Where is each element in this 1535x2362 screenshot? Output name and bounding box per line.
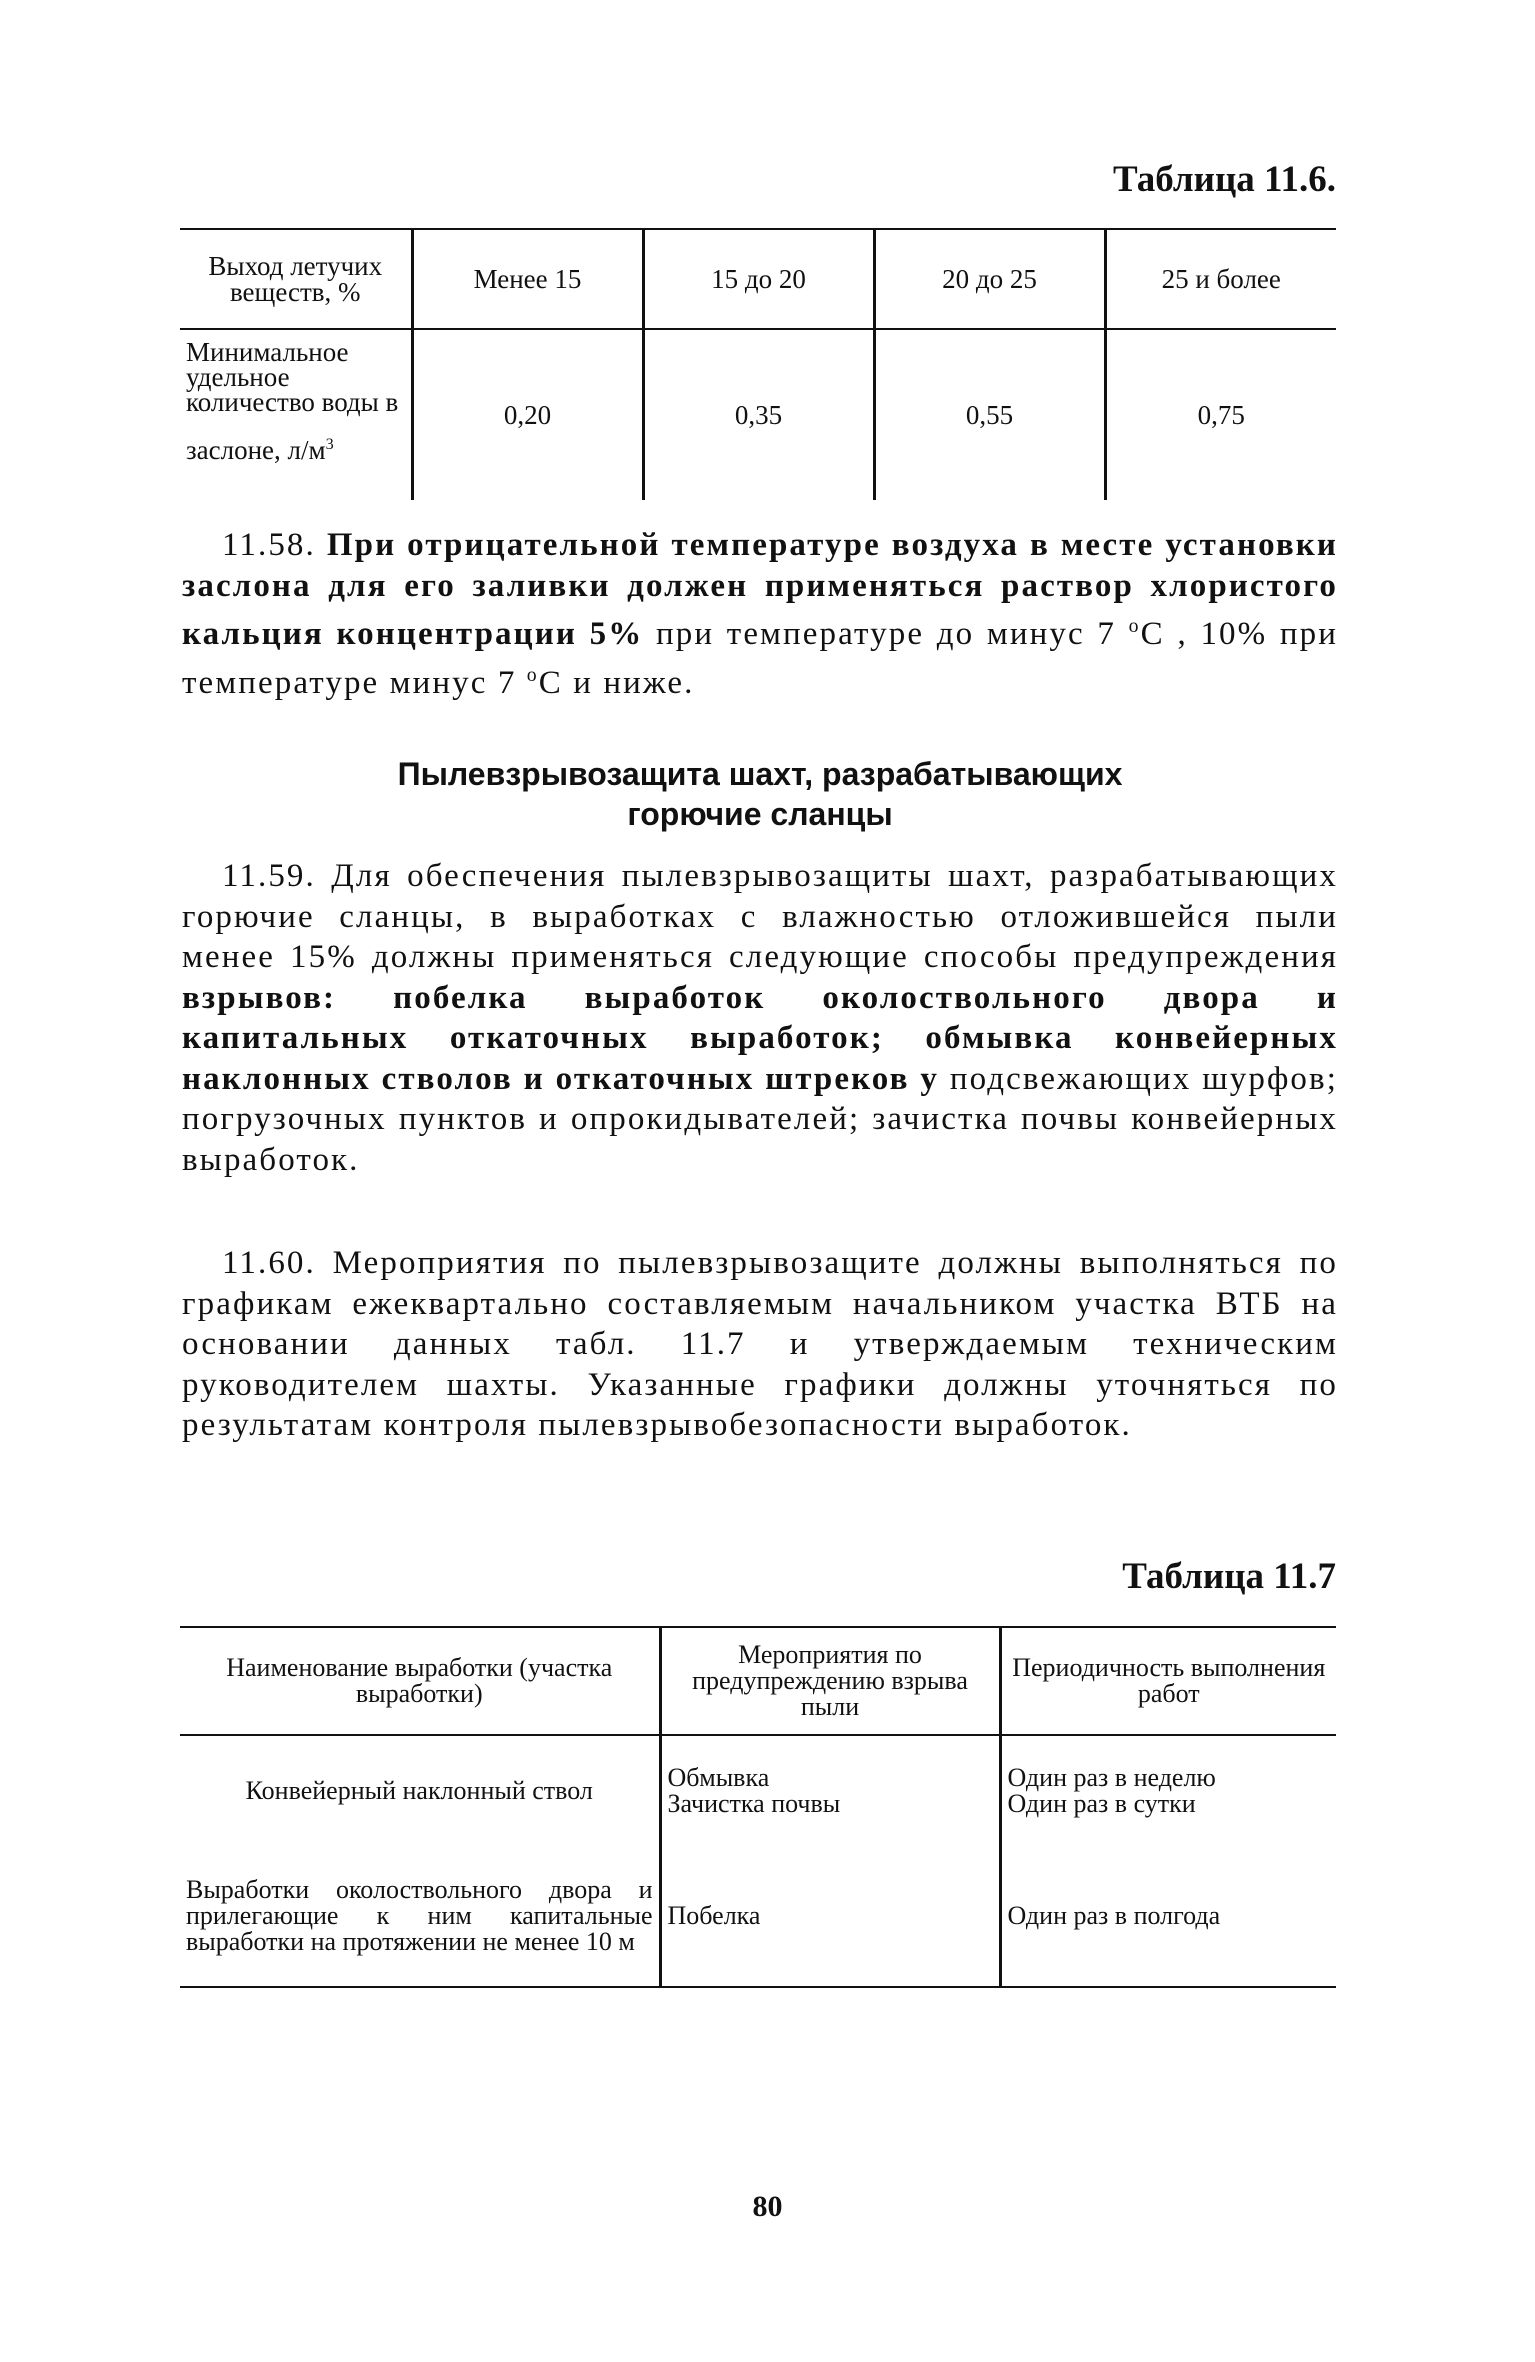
table-header-row	[180, 1627, 1336, 1735]
table-cell: 0,75	[1105, 329, 1336, 500]
table-cell	[660, 1735, 1000, 1846]
table-header-cell: 20 до 25	[874, 229, 1105, 329]
period-text: Один раз в неделю	[1007, 1763, 1216, 1792]
degree-sign: о	[1128, 615, 1141, 637]
paragraph-text: Для обеспечения пылевзрывозащиты шахт, разрабатывающих горючие сланцы, в выработках с влажностью отложившейся пыли менее 15% должны применяться следующие способы предупреждения	[182, 858, 1338, 975]
table-header-cell: Периодичность выполнения работ	[1000, 1627, 1336, 1735]
measure-text: Обмывка	[667, 1763, 770, 1792]
table-11-6-caption: Таблица 11.6.	[1113, 159, 1336, 200]
paragraph-11-60	[182, 1243, 1338, 1446]
table-header-cell: 15 до 20	[643, 229, 874, 329]
table-cell: Выработки околоствольного двора и прилегающие к ним капитальные выработки на протяжении не менее 10 м	[186, 1875, 653, 1956]
row-label-cont	[186, 431, 405, 463]
table-row	[180, 329, 1336, 500]
section-heading-line: Пылевзрывозащита шахт, разрабатывающих	[397, 756, 1123, 792]
row-label-main: Минимальное удельное количество воды в	[186, 337, 399, 417]
paragraph-bold-text: взрывов: побелка выработок околоствольного двора и капитальных откаточных выработок; обмывка конвейерных наклонных стволов и откаточных штреков у	[182, 979, 1338, 1097]
table-header-cell: Выход летучих веществ, %	[180, 229, 412, 329]
table-row-label	[180, 329, 412, 500]
paragraph-number: 11.59.	[222, 858, 316, 894]
row-label-sup: 3	[325, 435, 334, 453]
paragraph-text: С , 10% при температуре минус 7	[182, 616, 1339, 701]
table-header-cell: Мероприятия по предупреждению взрыва пыли	[660, 1627, 1000, 1735]
table-row	[180, 1846, 1336, 1987]
table-11-6	[180, 228, 1336, 500]
paragraph-text: подсвежающих шурфов; погрузочных пунктов и опрокидывателей; зачистка почвы конвейерных выработок.	[182, 1060, 1338, 1178]
table-header-cell: Наименование выработки (участка выработки)	[180, 1627, 660, 1735]
table-header-cell: 25 и более	[1105, 229, 1336, 329]
table-header-cell: Менее 15	[412, 229, 643, 329]
section-heading	[182, 754, 1338, 834]
paragraph-text: при температуре до минус 7	[656, 616, 1116, 652]
table-row	[180, 1735, 1336, 1846]
paragraph-text: Мероприятия по пылевзрывозащите должны выполняться по графикам ежеквартально составляемым начальником участка ВТБ на основании данных табл. 11.7 и утверждаемым техническим руководителем шахты. Указанные графики должны уточняться по результатам контроля пылевзрывобезопасности выработок.	[182, 1245, 1338, 1443]
table-cell: Конвейерный наклонный ствол	[245, 1776, 593, 1805]
section-heading-line: горючие сланцы	[627, 796, 893, 832]
paragraph-number: 11.60.	[222, 1245, 316, 1281]
table-cell: 0,35	[643, 329, 874, 500]
paragraph-11-59	[182, 856, 1338, 1180]
table-cell: Один раз в полгода	[1000, 1846, 1336, 1987]
table-cell: Побелка	[660, 1846, 1000, 1987]
measure-text: Зачистка почвы	[667, 1789, 841, 1818]
row-label-unit: заслоне, л/м	[186, 435, 326, 465]
paragraph-bold-text: При отрицательной температуре воздуха в месте установки заслона для его заливки должен применяться раствор хлористого кальция концентрации 5%	[182, 527, 1339, 652]
table-cell: 0,20	[412, 329, 643, 500]
paragraph-text: С и ниже.	[538, 664, 695, 701]
table-cell	[1000, 1735, 1336, 1846]
table-11-7-caption: Таблица 11.7	[1122, 1556, 1336, 1597]
paragraph-number: 11.58.	[222, 527, 316, 563]
page-number: 80	[752, 2190, 783, 2223]
table-row	[180, 229, 1336, 329]
period-text: Один раз в сутки	[1007, 1789, 1196, 1818]
degree-sign: о	[526, 663, 539, 686]
table-11-7	[180, 1626, 1336, 1988]
paragraph-11-58	[182, 525, 1338, 703]
table-cell: 0,55	[874, 329, 1105, 500]
